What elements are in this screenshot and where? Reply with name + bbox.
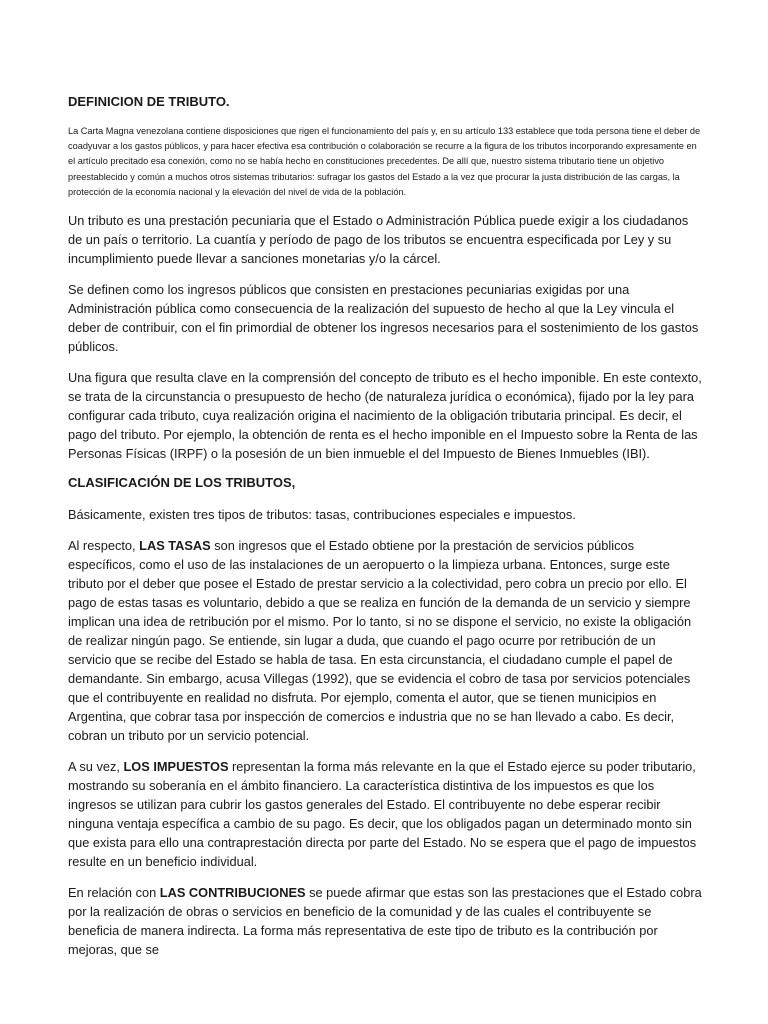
impuestos-body-text: representan la forma más relevante en la que el Estado ejerce su poder tributario, mostrando su soberanía en el ámbito financiero. La característica distintiva de los impuestos es que los ingresos se utilizan para cubrir los gastos generales del Estado. El contribuyente no debe esperar recibir ninguna ventaja específica a cambio de su pago. Es decir, que los obligados pagan un determinado monto sin que exista para ello una contraprestación directa por parte del Estado. No se espera que el pago de impuestos resulte en un beneficio individual. bbox=[68, 759, 697, 870]
paragraph-impuestos bbox=[68, 757, 702, 871]
paragraph-contribuciones bbox=[68, 883, 702, 959]
paragraph-tributo-definition: Un tributo es una prestación pecuniaria que el Estado o Administración Pública puede exigir a los ciudadanos de un país o territorio. La cuantía y período de pago de los tributos se encuentra especificada por Ley y su incumplimiento puede llevar a sanciones monetarias y/o la cárcel. bbox=[68, 213, 689, 267]
intro-paragraph: La Carta Magna venezolana contiene disposiciones que rigen el funcionamiento del país y, en su artículo 133 establece que toda persona tiene el deber de coadyuvar a los gastos públicos, y para hacer efectiva esa contribución o colaboración se recurre a la figura de los tributos incorporando expresamente en el artículo precitado esa conexión, como no se había hecho en constituciones precedentes. De allí que, nuestro sistema tributario tiene un objetivo preestablecido y común a muchos otros sistemas tributarios: sufragar los gastos del Estado a la vez que procurar la justa distribución de las cargas, la protección de la economía nacional y la elevación del nivel de vida de la población. bbox=[68, 126, 701, 197]
document-title: DEFINICION DE TRIBUTO. bbox=[68, 94, 230, 109]
impuestos-term: LOS IMPUESTOS bbox=[123, 759, 229, 775]
paragraph-hecho-imponible: Una figura que resulta clave en la comprensión del concepto de tributo es el hecho imponible. En este contexto, se trata de la circunstancia o presupuesto de hecho (de naturaleza jurídica o económica), fijado por la ley para configurar cada tributo, cuya realización origina el nacimiento de la obligación tributaria principal. Es decir, el pago del tributo. Por ejemplo, la obtención de renta es el hecho imponible en el Impuesto sobre la Renta de las Personas Físicas (IRPF) o la posesión de un bien inmueble el del Impuesto de Bienes Inmuebles (IBI). bbox=[68, 370, 702, 462]
tasas-intro-text: Al respecto, bbox=[68, 538, 140, 554]
paragraph-ingresos-publicos: Se definen como los ingresos públicos que consisten en prestaciones pecuniarias exigidas por una Administración pública como consecuencia de la realización del supuesto de hecho al que la Ley vincula el deber de contribuir, con el fin primordial de obtener los ingresos necesarios para el sostenimiento de los gastos públicos. bbox=[68, 282, 699, 355]
contribuciones-intro-text: En relación con bbox=[68, 885, 160, 901]
paragraph-tasas bbox=[68, 536, 702, 745]
tasas-term: LAS TASAS bbox=[139, 538, 211, 554]
tasas-body-text: son ingresos que el Estado obtiene por la prestación de servicios públicos específicos, como el uso de las instalaciones de un aeropuerto o la limpieza urbana. Entonces, surge este tributo por el deber que posee el Estado de prestar servicio a la colectividad, pero cobra un precio por ello. El pago de estas tasas es voluntario, debido a que se realiza en función de la demanda de un servicio y siempre implican una idea de retribución por el mismo. Por lo tanto, si no se dispone el servicio, no existe la obligación de realizar ningún pago. Se entiende, sin lugar a duda, que cuando el pago ocurre por retribución de un servicio que se recibe del Estado se habla de tasa. En esta circunstancia, el ciudadano cumple el papel de demandante. Sin embargo, acusa Villegas (1992), que se evidencia el cobro de tasa por servicios potenciales que el contribuyente en realidad no disfruta. Por ejemplo, comenta el autor, que se tienen municipios en Argentina, que cobrar tasa por inspección de comercios e industria que no se han llevado a cabo. Es decir, cobran un tributo por un servicio potencial. bbox=[68, 538, 692, 744]
contribuciones-term: LAS CONTRIBUCIONES bbox=[159, 885, 306, 901]
paragraph-tipos-tributos: Básicamente, existen tres tipos de tributos: tasas, contribuciones especiales e impuestos. bbox=[68, 507, 576, 523]
impuestos-intro-text: A su vez, bbox=[68, 759, 124, 775]
contribuciones-body-text: se puede afirmar que estas son las prestaciones que el Estado cobra por la realización de obras o servicios en beneficio de la comunidad y de las cuales el contribuyente se beneficia de manera indirecta. La forma más representativa de este tipo de tributo es la contribución por mejoras, que se bbox=[68, 885, 702, 958]
section-heading-clasificacion: CLASIFICACIÓN DE LOS TRIBUTOS, bbox=[68, 475, 296, 491]
